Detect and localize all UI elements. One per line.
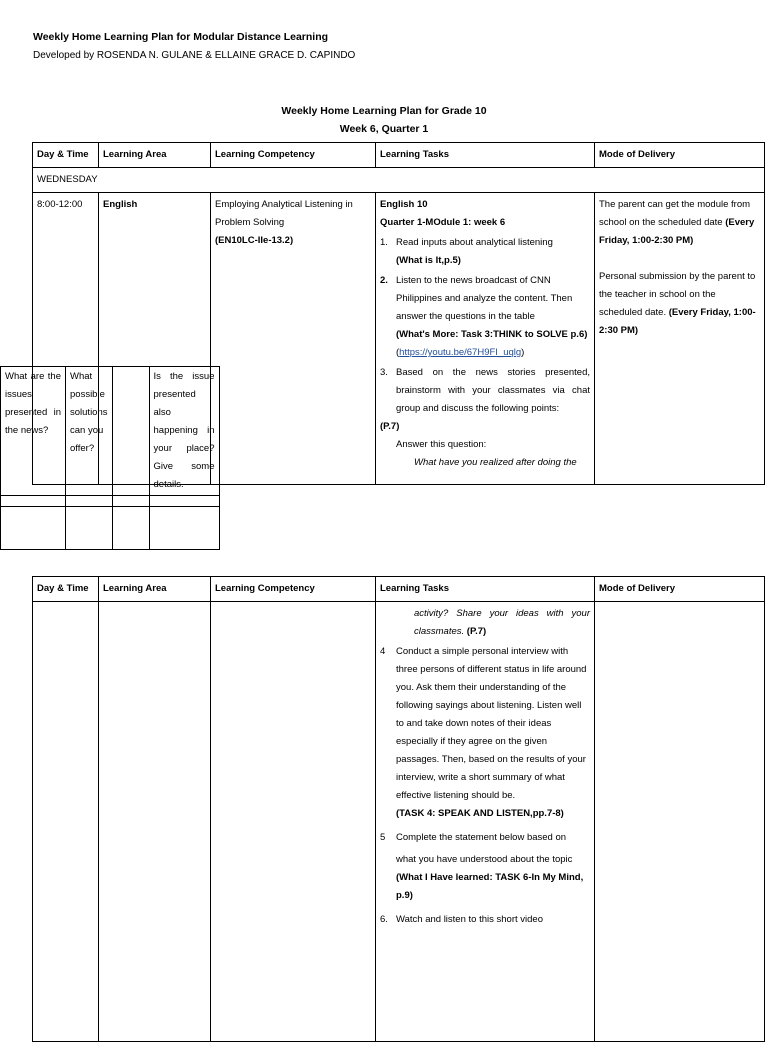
competency-cell bbox=[211, 602, 376, 1042]
col-header-mode-of-delivery: Mode of Delivery bbox=[595, 143, 765, 168]
delivery-submission: Personal submission by the parent to the teacher in school on the scheduled date. (Every Friday, 1:00-2:30 PM) bbox=[599, 271, 756, 336]
question-issues: What are the issues presented in the news? bbox=[1, 367, 66, 496]
think-to-solve-table bbox=[0, 366, 220, 550]
col-header-learning-competency: Learning Competency bbox=[211, 577, 376, 602]
task3-question: What have you realized after doing the bbox=[414, 457, 577, 468]
table-row bbox=[1, 507, 220, 550]
task5-ref: (What I Have learned: TASK 6-In My Mind, p.9) bbox=[396, 872, 584, 901]
task4-body: three persons of different status in life around you. Ask them their understanding of the following sayings about listening. Listen well to and take down notes of their ideas especially if they agree on the given passages. Then, based on the results of your interview, write a short summary of what effective listening should be. bbox=[396, 664, 587, 801]
task-item-5: 5 Complete the statement below based on bbox=[380, 832, 567, 843]
col-header-learning-area: Learning Area bbox=[99, 577, 211, 602]
document-author-line: Developed by ROSENDA N. GULANE & ELLAINE GRACE D. CAPINDO bbox=[33, 50, 356, 61]
task-list bbox=[380, 829, 590, 847]
table-row bbox=[1, 367, 220, 496]
col-header-learning-area: Learning Area bbox=[99, 143, 211, 168]
delivery-pickup: The parent can get the module from school on the scheduled date (Every Friday, 1:00-2:30 PM) bbox=[599, 199, 755, 246]
plan-title: Weekly Home Learning Plan for Grade 10 bbox=[281, 105, 487, 117]
time-cell: 8:00-12:00 bbox=[33, 193, 99, 485]
tasks-cell bbox=[376, 602, 595, 1042]
task-item-3: 3. Based on the news stories presented, brainstorm with your classmates via chat group and discuss the following points: bbox=[380, 367, 590, 414]
col-header-mode-of-delivery: Mode of Delivery bbox=[595, 577, 765, 602]
task-item-1: 1. Read inputs about analytical listening (What is It,p.5) bbox=[380, 237, 553, 266]
day-row bbox=[33, 168, 765, 193]
plan-subtitle: Week 6, Quarter 1 bbox=[339, 123, 429, 135]
time-cell bbox=[33, 602, 99, 1042]
task3-answer-label: Answer this question: bbox=[396, 439, 487, 450]
col-header-day-time: Day & Time bbox=[33, 143, 99, 168]
question-solutions: What possible solutions can you offer? bbox=[66, 367, 113, 496]
learning-area-cell: English bbox=[99, 193, 211, 485]
col-header-day-time: Day & Time bbox=[33, 577, 99, 602]
delivery-cell bbox=[595, 193, 765, 485]
learning-plan-table-page2 bbox=[32, 576, 765, 1042]
document-header-title: Weekly Home Learning Plan for Modular Distance Learning bbox=[33, 31, 329, 43]
task-list bbox=[380, 911, 590, 929]
question-local-issue: Is the issue presented also happening in your place? Give some details. bbox=[149, 367, 219, 496]
col-header-learning-tasks: Learning Tasks bbox=[376, 143, 595, 168]
competency-cell bbox=[211, 193, 376, 485]
task-item-4: 4 Conduct a simple personal interview with bbox=[380, 646, 569, 657]
competency-code: (EN10LC-IIe-13.2) bbox=[215, 235, 294, 246]
tasks-subject: English 10 bbox=[380, 199, 428, 210]
tasks-module: Quarter 1-MOdule 1: week 6 bbox=[380, 217, 506, 228]
competency-text: Employing Analytical Listening in Problem Solving bbox=[215, 199, 353, 228]
day-cell: WEDNESDAY bbox=[33, 168, 765, 193]
table-row bbox=[1, 496, 220, 507]
task-list bbox=[380, 234, 590, 418]
task5-body: what you have understood about the topic bbox=[396, 854, 573, 865]
video-link[interactable]: https://youtu.be/67H9FI_uqlg bbox=[399, 347, 522, 358]
col-header-learning-competency: Learning Competency bbox=[211, 143, 376, 168]
task3-continued: activity? Share your ideas with your classmates. (P.7) bbox=[414, 608, 590, 637]
tasks-cell bbox=[376, 193, 595, 485]
task-list bbox=[380, 643, 590, 661]
task3-ref: (P.7) bbox=[380, 421, 400, 432]
col-header-learning-tasks: Learning Tasks bbox=[376, 577, 595, 602]
task4-ref: (TASK 4: SPEAK AND LISTEN,pp.7-8) bbox=[396, 808, 564, 819]
delivery-cell bbox=[595, 602, 765, 1042]
learning-area-cell bbox=[99, 602, 211, 1042]
video-link-line: (https://youtu.be/67H9FI_uqlg) bbox=[396, 347, 525, 358]
table-row bbox=[33, 602, 765, 1042]
header-row bbox=[33, 143, 765, 168]
task-item-6: 6. Watch and listen to this short video bbox=[380, 914, 543, 925]
blank-cell bbox=[112, 367, 149, 496]
task-item-2: 2. Listen to the news broadcast of CNN Philippines and analyze the content. Then answer the questions in the table (What's More: Task 3:THINK to SOLVE p.6) (https://youtu.be/67H9FI_uqlg) bbox=[380, 272, 590, 362]
header-row bbox=[33, 577, 765, 602]
